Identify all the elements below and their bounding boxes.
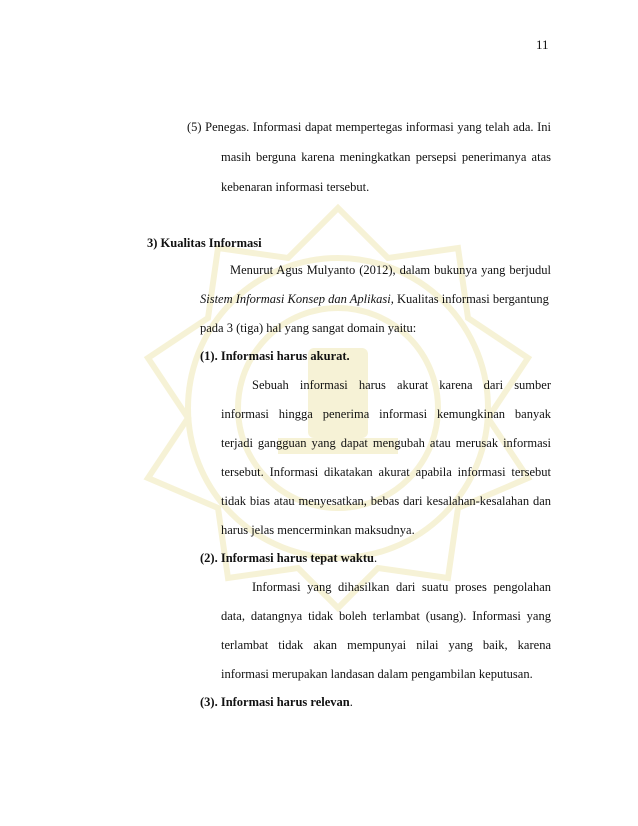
point1-line: Sebuah informasi harus akurat karena dari sumber <box>252 378 551 392</box>
point1-line: harus jelas mencerminkan maksudnya. <box>221 523 415 537</box>
section-para-line3: pada 3 (tiga) hal yang sangat domain yaitu: <box>200 321 417 335</box>
section-para-line2-rest: Kualitas informasi bergantung <box>393 292 549 306</box>
point1-line: informasi hingga penerima informasi kemungkinan banyak <box>221 407 551 421</box>
point3-heading-text: (3). Informasi harus relevan <box>200 695 350 709</box>
point2-line: Informasi yang dihasilkan dari suatu proses pengolahan <box>252 580 551 594</box>
section-para-line1: Menurut Agus Mulyanto (2012), dalam bukunya yang berjudul <box>230 263 551 277</box>
page-number: 11 <box>536 37 549 52</box>
point1-line: tersebut. Informasi dikatakan akurat apabila informasi tersebut <box>221 465 551 479</box>
section-para-line2 <box>200 291 551 307</box>
item5-line2: masih berguna karena meningkatkan persepsi penerimanya atas <box>221 150 551 164</box>
item5-line3: kebenaran informasi tersebut. <box>221 180 370 194</box>
point2-heading-text: (2). Informasi harus tepat waktu <box>200 551 374 565</box>
point1-heading: (1). Informasi harus akurat. <box>200 349 350 363</box>
point1-line: terjadi gangguan yang dapat mengubah atau merusak informasi <box>221 436 551 450</box>
section-heading: 3) Kualitas Informasi <box>147 236 262 250</box>
point3-heading <box>200 694 353 710</box>
point2-line: informasi merupakan landasan dalam pengambilan keputusan. <box>221 667 533 681</box>
point2-heading <box>200 550 377 566</box>
point3-heading-dot: . <box>349 695 353 709</box>
book-title: Sistem Informasi Konsep dan Aplikasi, <box>200 292 394 306</box>
point2-line: terlambat tidak akan mempunyai nilai yang baik, karena <box>221 638 551 652</box>
point2-heading-dot: . <box>373 551 378 565</box>
point1-line: tidak bias atau menyesatkan, bebas dari kesalahan-kesalahan dan <box>221 494 551 508</box>
item5-line1: (5) Penegas. Informasi dapat mempertegas informasi yang telah ada. Ini <box>187 120 551 134</box>
point2-line: data, datangnya tidak boleh terlambat (usang). Informasi yang <box>221 609 551 623</box>
